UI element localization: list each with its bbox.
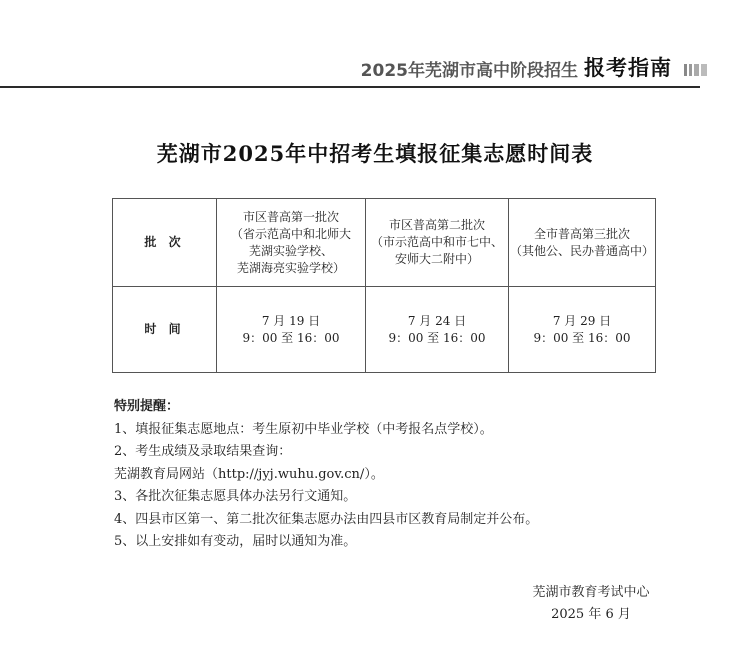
batch-1-line-3: 芜湖实验学校、 <box>248 243 333 258</box>
batch-cell-1 <box>217 199 366 287</box>
row-label-batch: 批 次 <box>113 199 217 287</box>
batch-1-line-4: 芜湖海亮实验学校） <box>236 260 345 275</box>
time-3-date: 7 月 29 日 <box>552 313 612 328</box>
batch-cell-2 <box>366 199 509 287</box>
notes-section <box>114 396 674 554</box>
table-row-time <box>113 287 656 373</box>
batch-1-line-1: 市区普高第一批次 <box>242 209 339 224</box>
note-item-5: 5、以上安排如有变动，届时以通知为准。 <box>114 534 357 549</box>
page-header <box>0 48 750 88</box>
time-cell-3 <box>509 287 656 373</box>
time-cell-1 <box>217 287 366 373</box>
header-decoration-bars <box>684 64 707 76</box>
header-title: 报考指南 <box>584 56 672 80</box>
time-1-hours: 9：00 至 16：00 <box>242 330 340 345</box>
document-title: 芜湖市2025年中招考生填报征集志愿时间表 <box>156 141 594 166</box>
note-item-3: 3、各批次征集志愿具体办法另行文通知。 <box>114 489 357 504</box>
time-cell-2 <box>366 287 509 373</box>
time-3-hours: 9：00 至 16：00 <box>533 330 631 345</box>
signature-date: 2025 年 6 月 <box>551 607 631 622</box>
note-item-1: 1、填报征集志愿地点：考生原初中毕业学校（中考报名点学校）。 <box>114 421 493 437</box>
notes-title: 特别提醒： <box>114 399 180 414</box>
batch-3-line-2: （其他公、民办普通高中） <box>509 243 654 258</box>
time-2-date: 7 月 24 日 <box>407 313 467 328</box>
batch-2-line-2: （市示范高中和市七中、 <box>370 235 503 249</box>
signature-block <box>526 582 656 626</box>
batch-2-line-3: 安师大二附中） <box>394 252 479 266</box>
batch-2-line-1: 市区普高第二批次 <box>388 218 485 232</box>
row-label-time: 时 间 <box>113 287 217 373</box>
note-item-2: 2、考生成绩及录取结果查询： <box>114 444 292 459</box>
schedule-table <box>112 198 656 373</box>
batch-cell-3 <box>509 199 656 287</box>
table-row-batch <box>113 199 656 287</box>
batch-3-line-1: 全市普高第三批次 <box>533 226 630 241</box>
time-1-date: 7 月 19 日 <box>261 313 321 328</box>
note-item-4: 4、四县市区第一、第二批次征集志愿办法由四县市区教育局制定并公布。 <box>114 511 539 527</box>
batch-1-line-2: （省示范高中和北师大 <box>230 226 351 241</box>
header-subtitle: 2025年芜湖市高中阶段招生 <box>360 61 578 81</box>
note-item-2-website: 芜湖教育局网站（http://jyj.wuhu.gov.cn/）。 <box>114 466 384 482</box>
time-2-hours: 9：00 至 16：00 <box>388 330 486 345</box>
signature-org: 芜湖市教育考试中心 <box>532 585 650 600</box>
header-rule <box>0 86 700 88</box>
